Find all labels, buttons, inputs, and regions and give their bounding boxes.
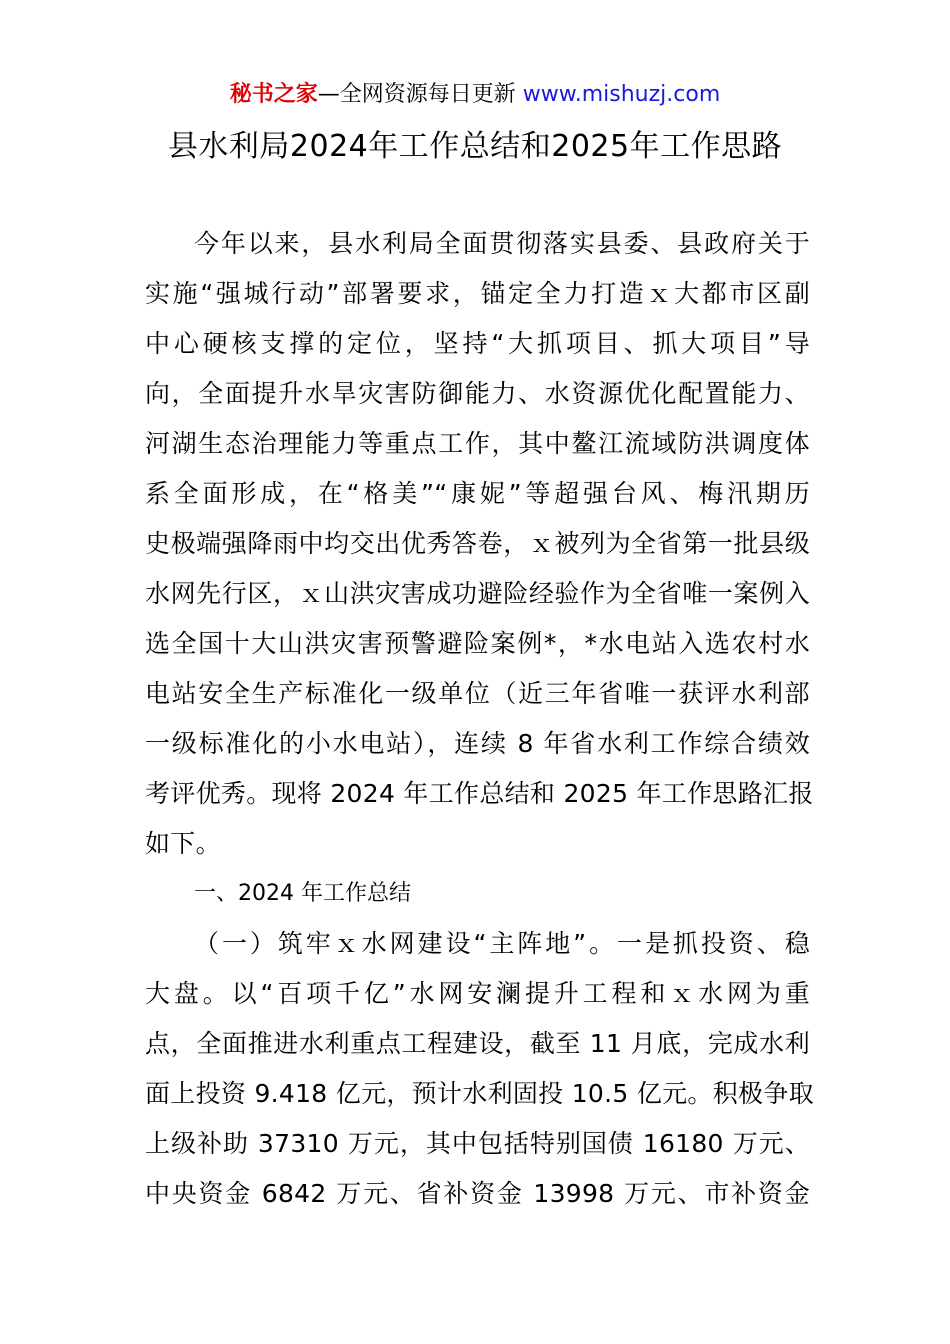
paragraph-line: 大盘。以“百项千亿”水网安澜提升工程和ｘ水网为重: [145, 979, 810, 1008]
paragraph-line: 一级标准化的小水电站），连续 8 年省水利工作综合绩效: [145, 729, 810, 758]
paragraph-line: 实施“强城行动”部署要求，锚定全力打造ｘ大都市区副: [145, 279, 810, 308]
paragraph-line: 今年以来，县水利局全面贯彻落实县委、县政府关于: [194, 229, 810, 258]
paragraph-line: 史极端强降雨中均交出优秀答卷，ｘ被列为全省第一批县级: [145, 529, 810, 558]
paragraph-line: 点，全面推进水利重点工程建设，截至 11 月底，完成水利: [145, 1029, 810, 1058]
paragraph-line: （一）筑牢ｘ水网建设“主阵地”。一是抓投资、稳: [194, 929, 810, 958]
site-url-link[interactable]: www.mishuzj.com: [522, 82, 721, 107]
paragraph-line: 中心硬核支撑的定位，坚持“大抓项目、抓大项目”导: [145, 329, 810, 358]
paragraph-line: 考评优秀。现将 2024 年工作总结和 2025 年工作思路汇报: [145, 779, 814, 808]
paragraph-line: 如下。: [145, 829, 221, 858]
paragraph-line: 上级补助 37310 万元，其中包括特别国债 16180 万元、: [145, 1129, 810, 1158]
brand-name: 秘书之家: [229, 82, 318, 107]
paragraph-line: 电站安全生产标准化一级单位（近三年省唯一获评水利部: [145, 679, 810, 708]
section-heading: 一、2024 年工作总结: [194, 881, 411, 906]
paragraph-line: 系全面形成，在“格美”“康妮”等超强台风、梅汛期历: [145, 479, 810, 508]
paragraph-line: 水网先行区，ｘ山洪灾害成功避险经验作为全省唯一案例入: [145, 579, 810, 608]
header-tagline: —全网资源每日更新: [317, 82, 523, 107]
document-title: 县水利局2024年工作总结和2025年工作思路: [167, 129, 783, 164]
paragraph-line: 选全国十大山洪灾害预警避险案例*，*水电站入选农村水: [145, 629, 810, 658]
paragraph-line: 河湖生态治理能力等重点工作，其中鳌江流域防洪调度体: [145, 429, 810, 458]
paragraph-line: 中央资金 6842 万元、省补资金 13998 万元、市补资金: [145, 1179, 810, 1208]
paragraph-line: 面上投资 9.418 亿元，预计水利固投 10.5 亿元。积极争取: [145, 1079, 814, 1108]
paragraph-line: 向，全面提升水旱灾害防御能力、水资源优化配置能力、: [145, 379, 810, 408]
site-header: [0, 80, 950, 110]
